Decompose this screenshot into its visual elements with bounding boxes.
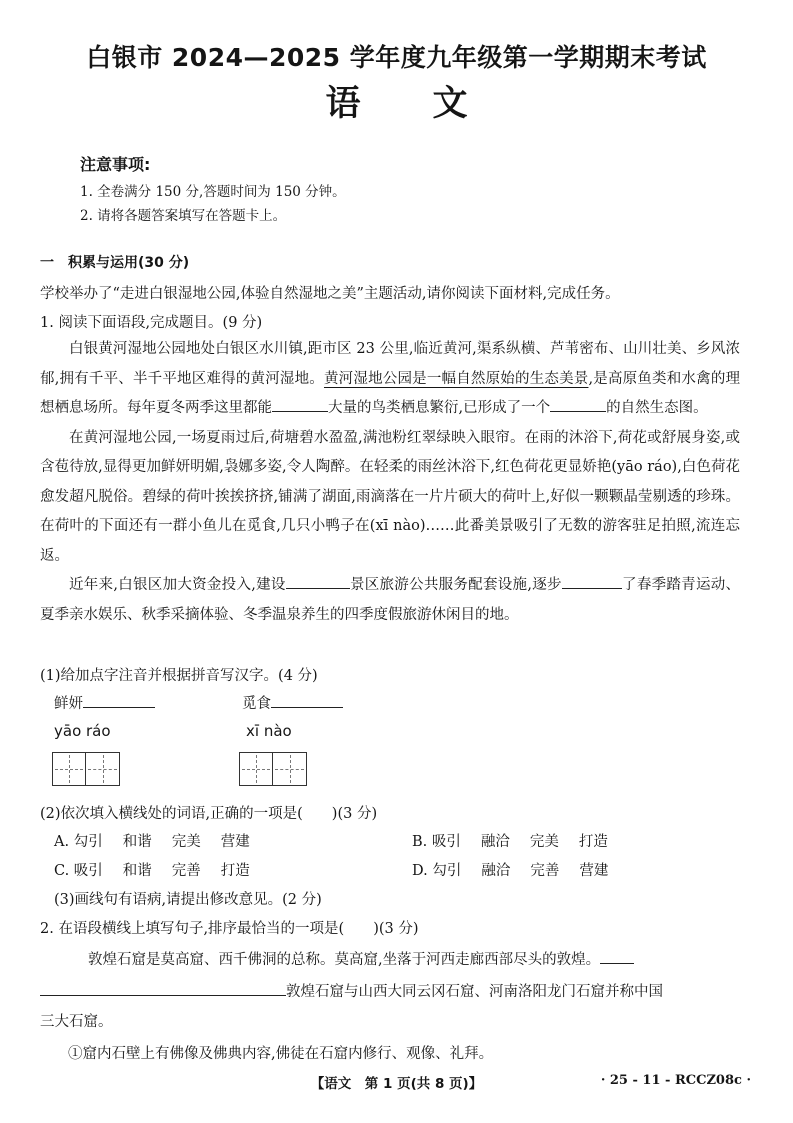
passage-text: 敦煌石窟是莫高窟、西千佛洞的总称。莫高窟,坐落于河西走廊西部尽头的敦煌。: [88, 952, 601, 968]
option-b[interactable]: [412, 830, 628, 851]
passage-text: 的自然生态图。: [606, 400, 708, 416]
option-word: 融洽: [481, 863, 511, 879]
answer-blank-word-1[interactable]: [83, 693, 155, 708]
option-word: 和谐: [122, 863, 152, 879]
option-word: D. 勾引: [412, 863, 462, 879]
grid-cell[interactable]: [273, 752, 307, 786]
passage-text: ,是高原鱼类和水禽的理想栖息场所。每年夏冬两季这里都能: [40, 370, 741, 416]
writing-grid-1[interactable]: [52, 752, 120, 786]
exam-title: 白银市 2024—2025 学年度九年级第一学期期末考试: [86, 43, 707, 72]
option-word: 完善: [171, 863, 201, 879]
question-2-stem: 2. 在语段横线上填写句子,排序最恰当的一项是( )(3 分): [40, 921, 419, 937]
page-footer: 【语文 第 1 页(共 8 页)】: [310, 1076, 483, 1092]
option-word: 融洽: [480, 834, 510, 850]
subquestion-2: (2)依次填入横线处的词语,正确的一项是( )(3 分): [40, 806, 378, 822]
question-2-text-1: [88, 948, 634, 969]
option-word: 完美: [529, 834, 559, 850]
option-word: 营建: [220, 834, 250, 850]
grid-cell[interactable]: [52, 752, 86, 786]
pinyin-2: xī nào: [246, 722, 292, 740]
word-1-text: 鲜妍: [54, 696, 83, 712]
underlined-sentence: 黄河湿地公园是一幅自然原始的生态美景: [323, 370, 589, 387]
passage-text: 敦煌石窟与山西大同云冈石窟、河南洛阳龙门石窟并称中国: [286, 984, 663, 1000]
question-1-stem: 1. 阅读下面语段,完成题目。(9 分): [40, 315, 263, 331]
passage-paragraph-1: [40, 335, 740, 424]
option-word: C. 吸引: [54, 863, 103, 879]
option-a[interactable]: [54, 830, 270, 851]
subject-title: [0, 76, 793, 126]
notice-item-1: 1. 全卷满分 150 分,答题时间为 150 分钟。: [80, 184, 346, 200]
word-2: [242, 692, 343, 713]
question-2-text-3: 三大石窟。: [40, 1014, 113, 1030]
section-intro: 学校举办了“走进白银湿地公园,体验自然湿地之美”主题活动,请你阅读下面材料,完成任务。: [40, 286, 620, 302]
pinyin-1: yāo ráo: [54, 722, 111, 740]
question-2-text-2: [40, 980, 663, 1001]
option-word: 完善: [530, 863, 560, 879]
option-word: 完美: [171, 834, 201, 850]
writing-grid-2[interactable]: [239, 752, 307, 786]
option-c[interactable]: [54, 859, 270, 880]
passage-paragraph-3: [40, 571, 740, 630]
question-2-item-1: ①窟内石壁上有佛像及佛典内容,佛徒在石窟内修行、观像、礼拜。: [68, 1046, 494, 1062]
option-word: 打造: [220, 863, 250, 879]
passage-text: 了春季踏青运动、夏季亲水娱乐、秋季采摘体验、冬季温泉养生的四季度假旅游休闲目的地。: [40, 577, 740, 623]
option-d[interactable]: [412, 859, 628, 880]
question-1-passage: [40, 335, 740, 630]
grid-cell[interactable]: [86, 752, 120, 786]
word-1: [54, 692, 155, 713]
notice-item-2: 2. 请将各题答案填写在答题卡上。: [80, 208, 287, 224]
fill-blank-q2-b[interactable]: [40, 981, 286, 996]
fill-blank-q2-a[interactable]: [600, 949, 634, 964]
subject-char-2: 文: [432, 84, 468, 124]
passage-text: 近年来,白银区加大资金投入,建设: [69, 577, 286, 593]
option-word: B. 吸引: [412, 834, 461, 850]
word-2-text: 觅食: [242, 696, 271, 712]
notice-heading: 注意事项:: [80, 155, 151, 174]
fill-blank-4[interactable]: [562, 574, 622, 589]
passage-text: 大量的鸟类栖息繁衍,已形成了一个: [328, 400, 551, 416]
option-word: A. 勾引: [54, 834, 103, 850]
fill-blank-2[interactable]: [550, 397, 606, 412]
fill-blank-1[interactable]: [272, 397, 328, 412]
paper-code: · 25 - 11 - RCCZ08c ·: [600, 1073, 751, 1088]
passage-paragraph-2: 在黄河湿地公园,一场夏雨过后,荷塘碧水盈盈,满池粉红翠绿映入眼帘。在雨的沐浴下,荷花或舒展身姿,或含苞待放,显得更加鲜妍明媚,袅娜多姿,令人陶醉。在轻柔的雨丝沐浴下,红色荷花更显娇艳(yāo ráo),白色荷花愈发超凡脱俗。碧绿的荷叶挨挨挤挤,铺满了湖面,雨滴落在一片片硕大的荷叶上,好似一颗颗晶莹剔透的珍珠。在荷叶的下面还有一群小鱼儿在觅食,几只小鸭子在(xī nào)……此番美景吸引了无数的游客驻足拍照,流连忘返。: [40, 429, 740, 564]
passage-text: 白银黄河湿地公园地处白银区水川镇,距市区 23 公里,临近黄河,渠系纵横、芦苇密布、山川壮美、乡风浓郁,拥有千平、半千平地区难得的黄河湿地。: [40, 341, 740, 387]
passage-text: 景区旅游公共服务配套设施,逐步: [349, 577, 562, 593]
option-word: 营建: [579, 863, 609, 879]
subject-char-1: 语: [325, 84, 361, 124]
section-heading: 一 积累与运用(30 分): [40, 255, 190, 271]
subquestion-1: (1)给加点字注音并根据拼音写汉字。(4 分): [40, 668, 318, 684]
answer-blank-word-2[interactable]: [271, 693, 343, 708]
option-word: 打造: [578, 834, 608, 850]
fill-blank-3[interactable]: [286, 574, 350, 589]
grid-cell[interactable]: [239, 752, 273, 786]
subquestion-3: (3)画线句有语病,请提出修改意见。(2 分): [54, 892, 322, 908]
option-word: 和谐: [122, 834, 152, 850]
